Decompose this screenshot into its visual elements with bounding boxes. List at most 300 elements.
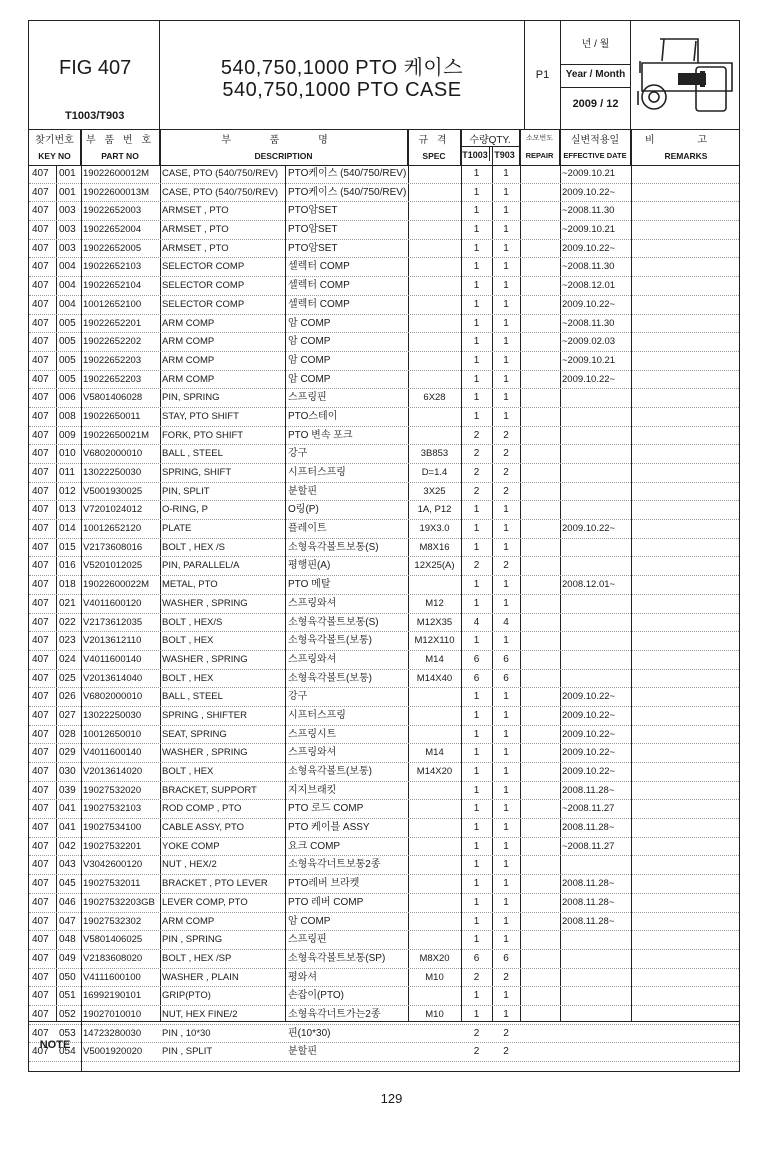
title-english: 540,750,1000 PTO CASE [222,79,462,101]
description-korean-cell: 시프터스프링 [288,709,346,721]
description-cell: STAY, PTO SHIFT [162,410,239,422]
key-number-cell: 008 [59,410,76,422]
key-prefix-cell: 407 [32,448,49,460]
description-cell: BOLT , HEX /SP [162,952,232,964]
table-row [29,389,739,408]
description-korean-cell: 암 COMP [288,373,331,385]
page-cell [525,21,561,129]
qty-t903-cell: 1 [503,1008,509,1020]
description-korean-cell: 강구 [288,448,308,460]
table-row [29,277,739,296]
key-prefix-cell: 407 [32,952,49,964]
col-remarks-en: REMARKS [664,151,708,161]
qty-t903-cell: 1 [503,990,509,1002]
col-repair-en: REPAIR [525,151,554,160]
qty-t1003-cell: 2 [473,467,480,478]
table-row [29,838,739,857]
key-prefix-cell: 407 [32,224,49,236]
year-month-korean: 년 / 월 [581,39,610,50]
description-korean-cell: PTO 레버 COMP [288,896,364,908]
qty-t1003-cell: 1 [473,747,480,759]
col-part-en: PART NO [101,151,139,161]
part-number-cell: 19027532020 [83,784,142,796]
key-prefix-cell: 407 [32,467,49,478]
description-cell: PIN, SPLIT [162,485,210,497]
key-number-cell: 041 [59,822,76,834]
description-korean-cell: 요크 COMP [288,840,341,852]
spec-cell: 3X25 [423,485,446,497]
part-number-cell: 19027532011 [83,878,141,890]
qty-t1003-cell: 1 [473,635,480,647]
part-number-cell: 19022600013M [83,186,150,198]
effective-date-cell: 2009.10.22~ [562,523,616,535]
key-prefix-cell: 407 [32,728,49,740]
key-number-cell: 045 [59,878,76,890]
key-number-cell: 041 [59,803,76,815]
description-korean-cell: PTO레버 브라켓 [288,878,360,890]
qty-t1003-cell: 1 [473,766,480,777]
description-korean-cell: PTO케이스 (540/750/REV) [288,186,407,198]
table-row [29,371,739,390]
qty-t903-cell: 1 [503,635,509,647]
description-korean-cell: 스프링와셔 [288,653,337,665]
description-korean-cell: 암 COMP [288,915,331,927]
qty-t903-cell: 1 [503,317,509,329]
spec-cell: M10 [425,971,444,983]
part-number-cell: 19022652202 [83,336,142,348]
table-row [29,501,739,520]
key-number-cell: 003 [59,224,76,236]
table-row [29,520,739,539]
qty-t1003-cell: 1 [473,186,480,198]
table-row [29,483,739,502]
qty-t1003-cell: 1 [473,803,480,815]
qty-t1003-cell: 2 [473,971,480,983]
key-number-cell: 051 [59,990,76,1002]
part-number-cell: V5801406025 [83,934,143,946]
effective-date-cell: 2009.10.22~ [562,373,616,385]
effective-date-cell: 2009.10.22~ [562,728,616,740]
key-number-cell: 003 [59,205,76,217]
part-number-cell: V4111600100 [83,971,141,983]
tractor-icon [634,27,738,123]
description-korean-cell: PTO암SET [288,205,338,217]
part-number-cell: V6802000010 [83,691,143,703]
parts-sheet [28,20,740,1072]
qty-t1003-cell: 1 [473,392,480,404]
qty-t903-cell: 1 [503,541,509,553]
effective-date-cell: 2008.11.28~ [562,822,615,834]
description-korean-cell: 플레이트 [288,523,327,535]
table-row [29,576,739,595]
key-number-cell: 024 [59,653,76,665]
table-row [29,707,739,726]
key-prefix-cell: 407 [32,354,49,366]
description-cell: ARMSET , PTO [162,205,229,217]
table-row [29,651,739,670]
description-korean-cell: PTO 메탈 [288,579,331,591]
key-number-cell: 005 [59,373,76,385]
description-korean-cell: 소형육각너트가는2종 [288,1008,381,1020]
qty-t903-cell: 1 [503,261,509,273]
description-korean-cell: 셀렉터 COMP [288,280,350,292]
key-prefix-cell: 407 [32,971,49,983]
part-number-cell: V5001920020 [83,1046,143,1058]
part-number-cell: V2173608016 [83,541,143,553]
part-number-cell: 19027532103 [83,803,142,815]
description-korean-cell: 스프링시트 [288,728,337,740]
description-cell: BOLT , HEX /S [162,541,226,553]
qty-t1003-cell: 2 [473,1046,480,1058]
qty-t903-cell: 2 [503,1046,509,1058]
qty-t1003-cell: 1 [473,336,480,348]
table-row [29,913,739,932]
qty-t1003-cell: 6 [473,952,480,964]
qty-t903-cell: 1 [503,523,509,535]
description-korean-cell: 암 COMP [288,336,331,348]
effective-date-cell: 2009.10.22~ [562,298,616,310]
col-spec-ko: 규 격 [418,135,450,146]
part-number-cell: V6802000010 [83,448,143,460]
description-cell: NUT, HEX FINE/2 [162,1008,238,1020]
key-prefix-cell: 407 [32,336,49,348]
effective-date-cell: 2009.10.22~ [562,747,616,759]
effective-date-cell: ~2008.11.30 [562,205,615,217]
effective-date-cell: 2008.12.01~ [562,579,616,591]
description-cell: O-RING, P [162,504,208,516]
description-korean-cell: 스프링와셔 [288,597,337,609]
key-prefix-cell: 407 [32,168,49,179]
part-number-cell: V4011600120 [83,597,142,609]
spec-cell: M8X20 [419,952,450,964]
key-prefix-cell: 407 [32,205,49,217]
qty-t1003-cell: 1 [473,990,480,1002]
col-remarks-ko: 비 고 [644,135,728,146]
description-korean-cell: 셀렉터 COMP [288,261,350,273]
description-korean-cell: 소형육각볼트(보통) [288,766,372,777]
table-row [29,258,739,277]
col-effective-ko: 실변적용일 [570,135,620,146]
part-number-cell: 16992190101 [83,990,142,1002]
key-number-cell: 029 [59,747,76,759]
key-number-cell: 042 [59,840,76,852]
part-number-cell: 19022600012M [83,168,150,179]
description-korean-cell: 소형육각볼트(보통) [288,635,372,647]
spec-cell: M12X35 [416,616,453,628]
description-cell: SPRING , SHIFTER [162,709,247,721]
key-number-cell: 053 [59,1027,76,1039]
table-row [29,969,739,988]
part-number-cell: V5801406028 [83,392,143,404]
qty-t1003-cell: 1 [473,373,480,385]
part-number-cell: 19022652103 [83,261,142,273]
description-korean-cell: PTO암SET [288,224,338,236]
part-number-cell: 13022250030 [83,467,142,478]
key-number-cell: 046 [59,896,76,908]
description-cell: BRACKET, SUPPORT [162,784,257,796]
col-desc-ko: 부 품 명 [221,135,346,146]
description-cell: BOLT , HEX/S [162,616,223,628]
description-cell: PIN, SPRING [162,392,220,404]
description-cell: CASE, PTO (540/750/REV) [162,168,278,179]
key-prefix-cell: 407 [32,560,49,572]
qty-t1003-cell: 2 [473,448,480,460]
part-number-cell: 19027534100 [83,822,142,834]
key-prefix-cell: 407 [32,523,49,535]
qty-t903-cell: 6 [503,672,509,684]
table-row [29,352,739,371]
year-month-label: Year / Month [561,64,630,80]
spec-cell: 19X3.0 [419,523,450,535]
tractor-image-cell [631,21,741,129]
description-cell: GRIP(PTO) [162,990,211,1002]
description-korean-cell: 소형육각볼트보통(SP) [288,952,386,964]
description-cell: BALL , STEEL [162,691,223,703]
key-prefix-cell: 407 [32,859,49,871]
col-desc-en: DESCRIPTION [254,151,313,161]
description-cell: PIN , SPLIT [162,1046,213,1058]
description-cell: PIN , 10*30 [162,1027,211,1039]
key-prefix-cell: 407 [32,1008,49,1020]
spec-cell: 6X28 [423,392,446,404]
key-prefix-cell: 407 [32,186,49,198]
effective-date-cell: ~2008.11.27 [562,803,615,815]
qty-t903-cell: 6 [503,952,509,964]
part-number-cell: V2173612035 [83,616,143,628]
spec-cell: M12 [425,597,444,609]
description-cell: ARMSET , PTO [162,224,229,236]
description-korean-cell: PTO 로드 COMP [288,803,364,815]
table-row [29,427,739,446]
part-number-cell: V4011600140 [83,747,142,759]
qty-t903-cell: 1 [503,504,509,516]
table-row [29,408,739,427]
key-prefix-cell: 407 [32,672,49,684]
col-key-en: KEY NO [38,151,71,161]
qty-t1003-cell: 1 [473,280,480,292]
description-cell: ARM COMP [162,317,215,329]
part-number-cell: 19022652003 [83,205,142,217]
key-prefix-cell: 407 [32,990,49,1002]
qty-t903-cell: 1 [503,579,509,591]
spec-cell: M14X20 [416,766,453,777]
qty-t903-cell: 4 [503,616,509,628]
table-row [29,800,739,819]
description-cell: LEVER COMP, PTO [162,896,248,908]
key-prefix-cell: 407 [32,317,49,329]
table-row [29,670,739,689]
col-part [81,129,160,165]
description-korean-cell: PTO스테이 [288,410,338,422]
qty-t1003-cell: 1 [473,317,480,329]
key-prefix-cell: 407 [32,373,49,385]
qty-t1003-cell: 1 [473,541,480,553]
part-number-cell: 19022652201 [83,317,142,329]
effective-date-cell: ~2008.11.30 [562,261,615,273]
qty-t903-cell: 1 [503,691,509,703]
table-row [29,557,739,576]
key-prefix-cell: 407 [32,485,49,497]
table-row [29,184,739,203]
col-spec [408,129,461,165]
qty-t903-cell: 2 [503,560,509,572]
table-row [29,333,739,352]
key-prefix-cell: 407 [32,298,49,310]
part-number-cell: V3042600120 [83,859,143,871]
part-number-cell: 19027532201 [83,840,142,852]
description-cell: ARM COMP [162,915,215,927]
key-prefix-cell: 407 [32,616,49,628]
description-cell: SEAT, SPRING [162,728,227,740]
description-cell: WASHER , SPRING [162,747,248,759]
description-korean-cell: 분할핀 [288,485,317,497]
effective-date-cell: ~2008.12.01 [562,280,616,292]
key-prefix-cell: 407 [32,784,49,796]
description-korean-cell: 분할핀 [288,1046,317,1058]
qty-t903-cell: 2 [503,429,509,441]
qty-t1003-cell: 1 [473,691,480,703]
part-number-cell: V2183608020 [83,952,143,964]
key-number-cell: 027 [59,709,76,721]
key-number-cell: 050 [59,971,76,983]
description-cell: CABLE ASSY, PTO [162,822,245,834]
parts-table-body [29,165,739,1062]
effective-date-cell: 2009.10.22~ [562,766,616,777]
qty-t903-cell: 1 [503,186,509,198]
description-cell: SELECTOR COMP [162,261,245,273]
qty-t1003-cell: 1 [473,224,480,236]
description-korean-cell: 핀(10*30) [288,1027,331,1039]
table-row [29,632,739,651]
key-number-cell: 043 [59,859,76,871]
key-number-cell: 018 [59,579,76,591]
key-number-cell: 021 [59,597,76,609]
key-number-cell: 049 [59,952,76,964]
qty-t903-cell: 1 [503,747,509,759]
key-prefix-cell: 407 [32,840,49,852]
description-korean-cell: 소형육각너트보통2종 [288,859,381,871]
qty-t903-cell: 1 [503,205,509,217]
qty-t1003-cell: 1 [473,859,480,871]
effective-date-cell: 2009.10.22~ [562,186,616,198]
description-cell: NUT , HEX/2 [162,859,217,871]
key-number-cell: 004 [59,298,76,310]
part-number-cell: V4011600140 [83,653,142,665]
qty-t903-cell: 1 [503,280,509,292]
table-row [29,894,739,913]
description-korean-cell: 암 COMP [288,354,331,366]
qty-t1003-cell: 1 [473,1008,480,1020]
part-number-cell: 13022250030 [83,709,142,721]
spec-cell: M10 [425,1008,444,1020]
col-repair [520,129,560,165]
description-cell: WASHER , PLAIN [162,971,239,983]
description-cell: FORK, PTO SHIFT [162,429,244,441]
qty-t1003-cell: 2 [473,485,480,497]
description-korean-cell: 소형육각볼트보통(S) [288,616,379,628]
part-number-cell: 19022652203 [83,354,142,366]
notes-area [29,1021,739,1072]
table-row [29,296,739,315]
part-number-cell: 19022650021M [83,429,150,441]
qty-t903-cell: 1 [503,728,509,740]
note-label: NOTE [29,1022,82,1072]
effective-date-cell: 2008.11.28~ [562,915,615,927]
key-number-cell: 015 [59,541,76,553]
part-number-cell: 19022652004 [83,224,142,236]
table-row [29,856,739,875]
qty-t903-cell: 1 [503,766,509,777]
qty-t903-cell: 1 [503,822,509,834]
part-number-cell: V2013614040 [83,672,143,684]
qty-t1003-cell: 2 [473,1027,480,1039]
table-row [29,950,739,969]
col-qty-t903: T903 [494,150,515,160]
part-number-cell: V5201012025 [83,560,143,572]
key-number-cell: 003 [59,242,76,254]
effective-date-cell: ~2008.11.30 [562,317,615,329]
description-cell: PLATE [162,523,192,535]
qty-t903-cell: 1 [503,354,509,366]
part-number-cell: V7201024012 [83,504,143,516]
col-spec-en: SPEC [422,151,446,161]
description-korean-cell: 평행핀(A) [288,560,331,572]
qty-t1003-cell: 1 [473,261,480,273]
description-cell: SPRING, SHIFT [162,467,232,478]
key-number-cell: 039 [59,784,76,796]
description-cell: PIN , SPRING [162,934,223,946]
part-number-cell: 14723280030 [83,1027,142,1039]
table-row [29,931,739,950]
table-row [29,202,739,221]
part-number-cell: 19022600022M [83,579,150,591]
col-qty-ko: 수량QTY. [461,131,519,147]
effective-date-cell: 2008.11.28~ [562,896,615,908]
description-korean-cell: O링(P) [288,504,319,516]
effective-date-cell: 2008.11.28~ [562,878,615,890]
qty-t903-cell: 1 [503,168,509,179]
description-cell: BOLT , HEX [162,766,214,777]
description-korean-cell: PTO암SET [288,242,338,254]
table-row [29,763,739,782]
part-number-cell: 19027532302 [83,915,142,927]
qty-t1003-cell: 1 [473,934,480,946]
key-number-cell: 011 [59,467,75,478]
qty-t1003-cell: 4 [473,616,480,628]
description-korean-cell: 소형육각볼트(보통) [288,672,372,684]
column-header-row [29,129,739,166]
qty-t903-cell: 1 [503,934,509,946]
qty-t903-cell: 1 [503,373,509,385]
qty-t1003-cell: 1 [473,523,480,535]
spec-cell: 1A, P12 [417,504,452,516]
spec-cell: M8X16 [419,541,450,553]
table-row [29,445,739,464]
qty-t903-cell: 1 [503,840,509,852]
qty-t1003-cell: 1 [473,728,480,740]
description-cell: CASE, PTO (540/750/REV) [162,186,278,198]
key-number-cell: 010 [59,448,76,460]
table-row [29,875,739,894]
key-prefix-cell: 407 [32,915,49,927]
col-desc [160,129,408,165]
key-prefix-cell: 407 [32,803,49,815]
effective-date-cell: ~2009.10.21 [562,354,616,366]
description-cell: ARM COMP [162,336,215,348]
table-row [29,464,739,483]
title-korean: 540,750,1000 PTO 케이스 [220,57,464,79]
col-qty-t1003: T1003 [461,146,490,161]
